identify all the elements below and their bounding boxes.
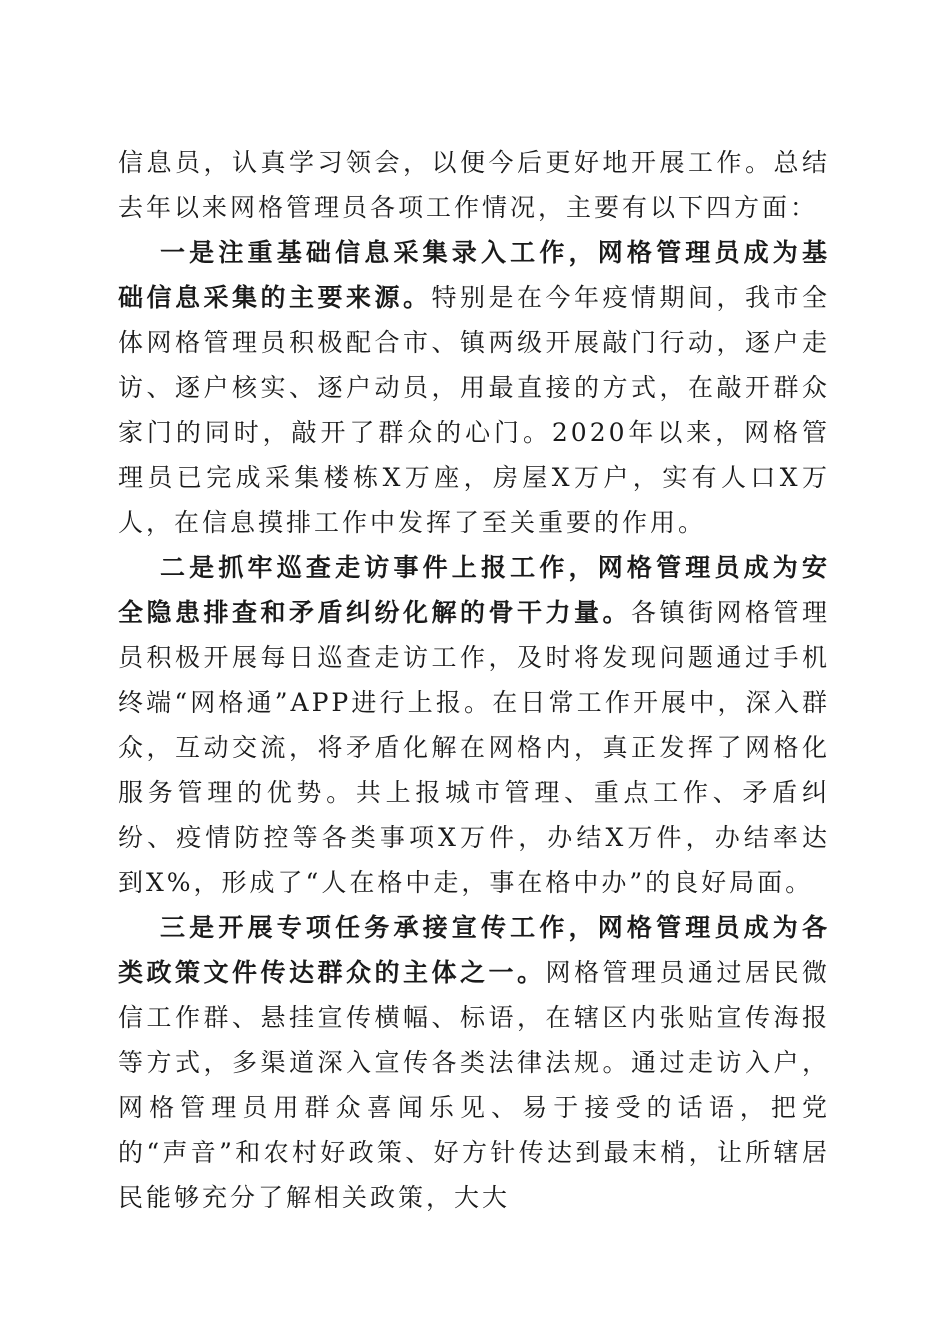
paragraph-lead: 三是开展专项任务承接宣传工作，网格管理员成为各类政策文件传达群众的主体之一。 [118,913,830,987]
paragraph-lead: 一是注重基础信息采集录入工作，网格管理员成为基础信息采集的主要来源。 [118,238,830,312]
document-body [118,140,830,1220]
paragraph-intro [118,140,830,230]
paragraph-lead: 二是抓牢巡查走访事件上报工作，网格管理员成为安全隐患排查和矛盾纠纷化解的骨干力量。 [118,553,830,627]
paragraph-text: 信息员，认真学习领会，以便今后更好地开展工作。总结去年以来网格管理员各项工作情况，主要有以下四方面： [118,148,830,222]
paragraph-point-one [118,230,830,545]
paragraph-point-two [118,545,830,905]
paragraph-point-three [118,905,830,1220]
paragraph-text: 特别是在今年疫情期间，我市全体网格管理员积极配合市、镇两级开展敲门行动，逐户走访、逐户核实、逐户动员，用最直接的方式，在敲开群众家门的同时，敲开了群众的心门。2020年以来，网格管理员已完成采集楼栋X万座，房屋X万户，实有人口X万人，在信息摸排工作中发挥了至关重要的作用。 [118,283,830,537]
paragraph-text: 网格管理员通过居民微信工作群、悬挂宣传横幅、标语，在辖区内张贴宣传海报等方式，多渠道深入宣传各类法律法规。通过走访入户，网格管理员用群众喜闻乐见、易于接受的话语，把党的“声音”和农村好政策、好方针传达到最末梢，让所辖居民能够充分了解相关政策，大大 [118,958,830,1212]
paragraph-text: 各镇街网格管理员积极开展每日巡查走访工作，及时将发现问题通过手机终端“网格通”APP进行上报。在日常工作开展中，深入群众，互动交流，将矛盾化解在网格内，真正发挥了网格化服务管理的优势。共上报城市管理、重点工作、矛盾纠纷、疫情防控等各类事项X万件，办结X万件，办结率达到X%，形成了“人在格中走，事在格中办”的良好局面。 [118,598,830,897]
